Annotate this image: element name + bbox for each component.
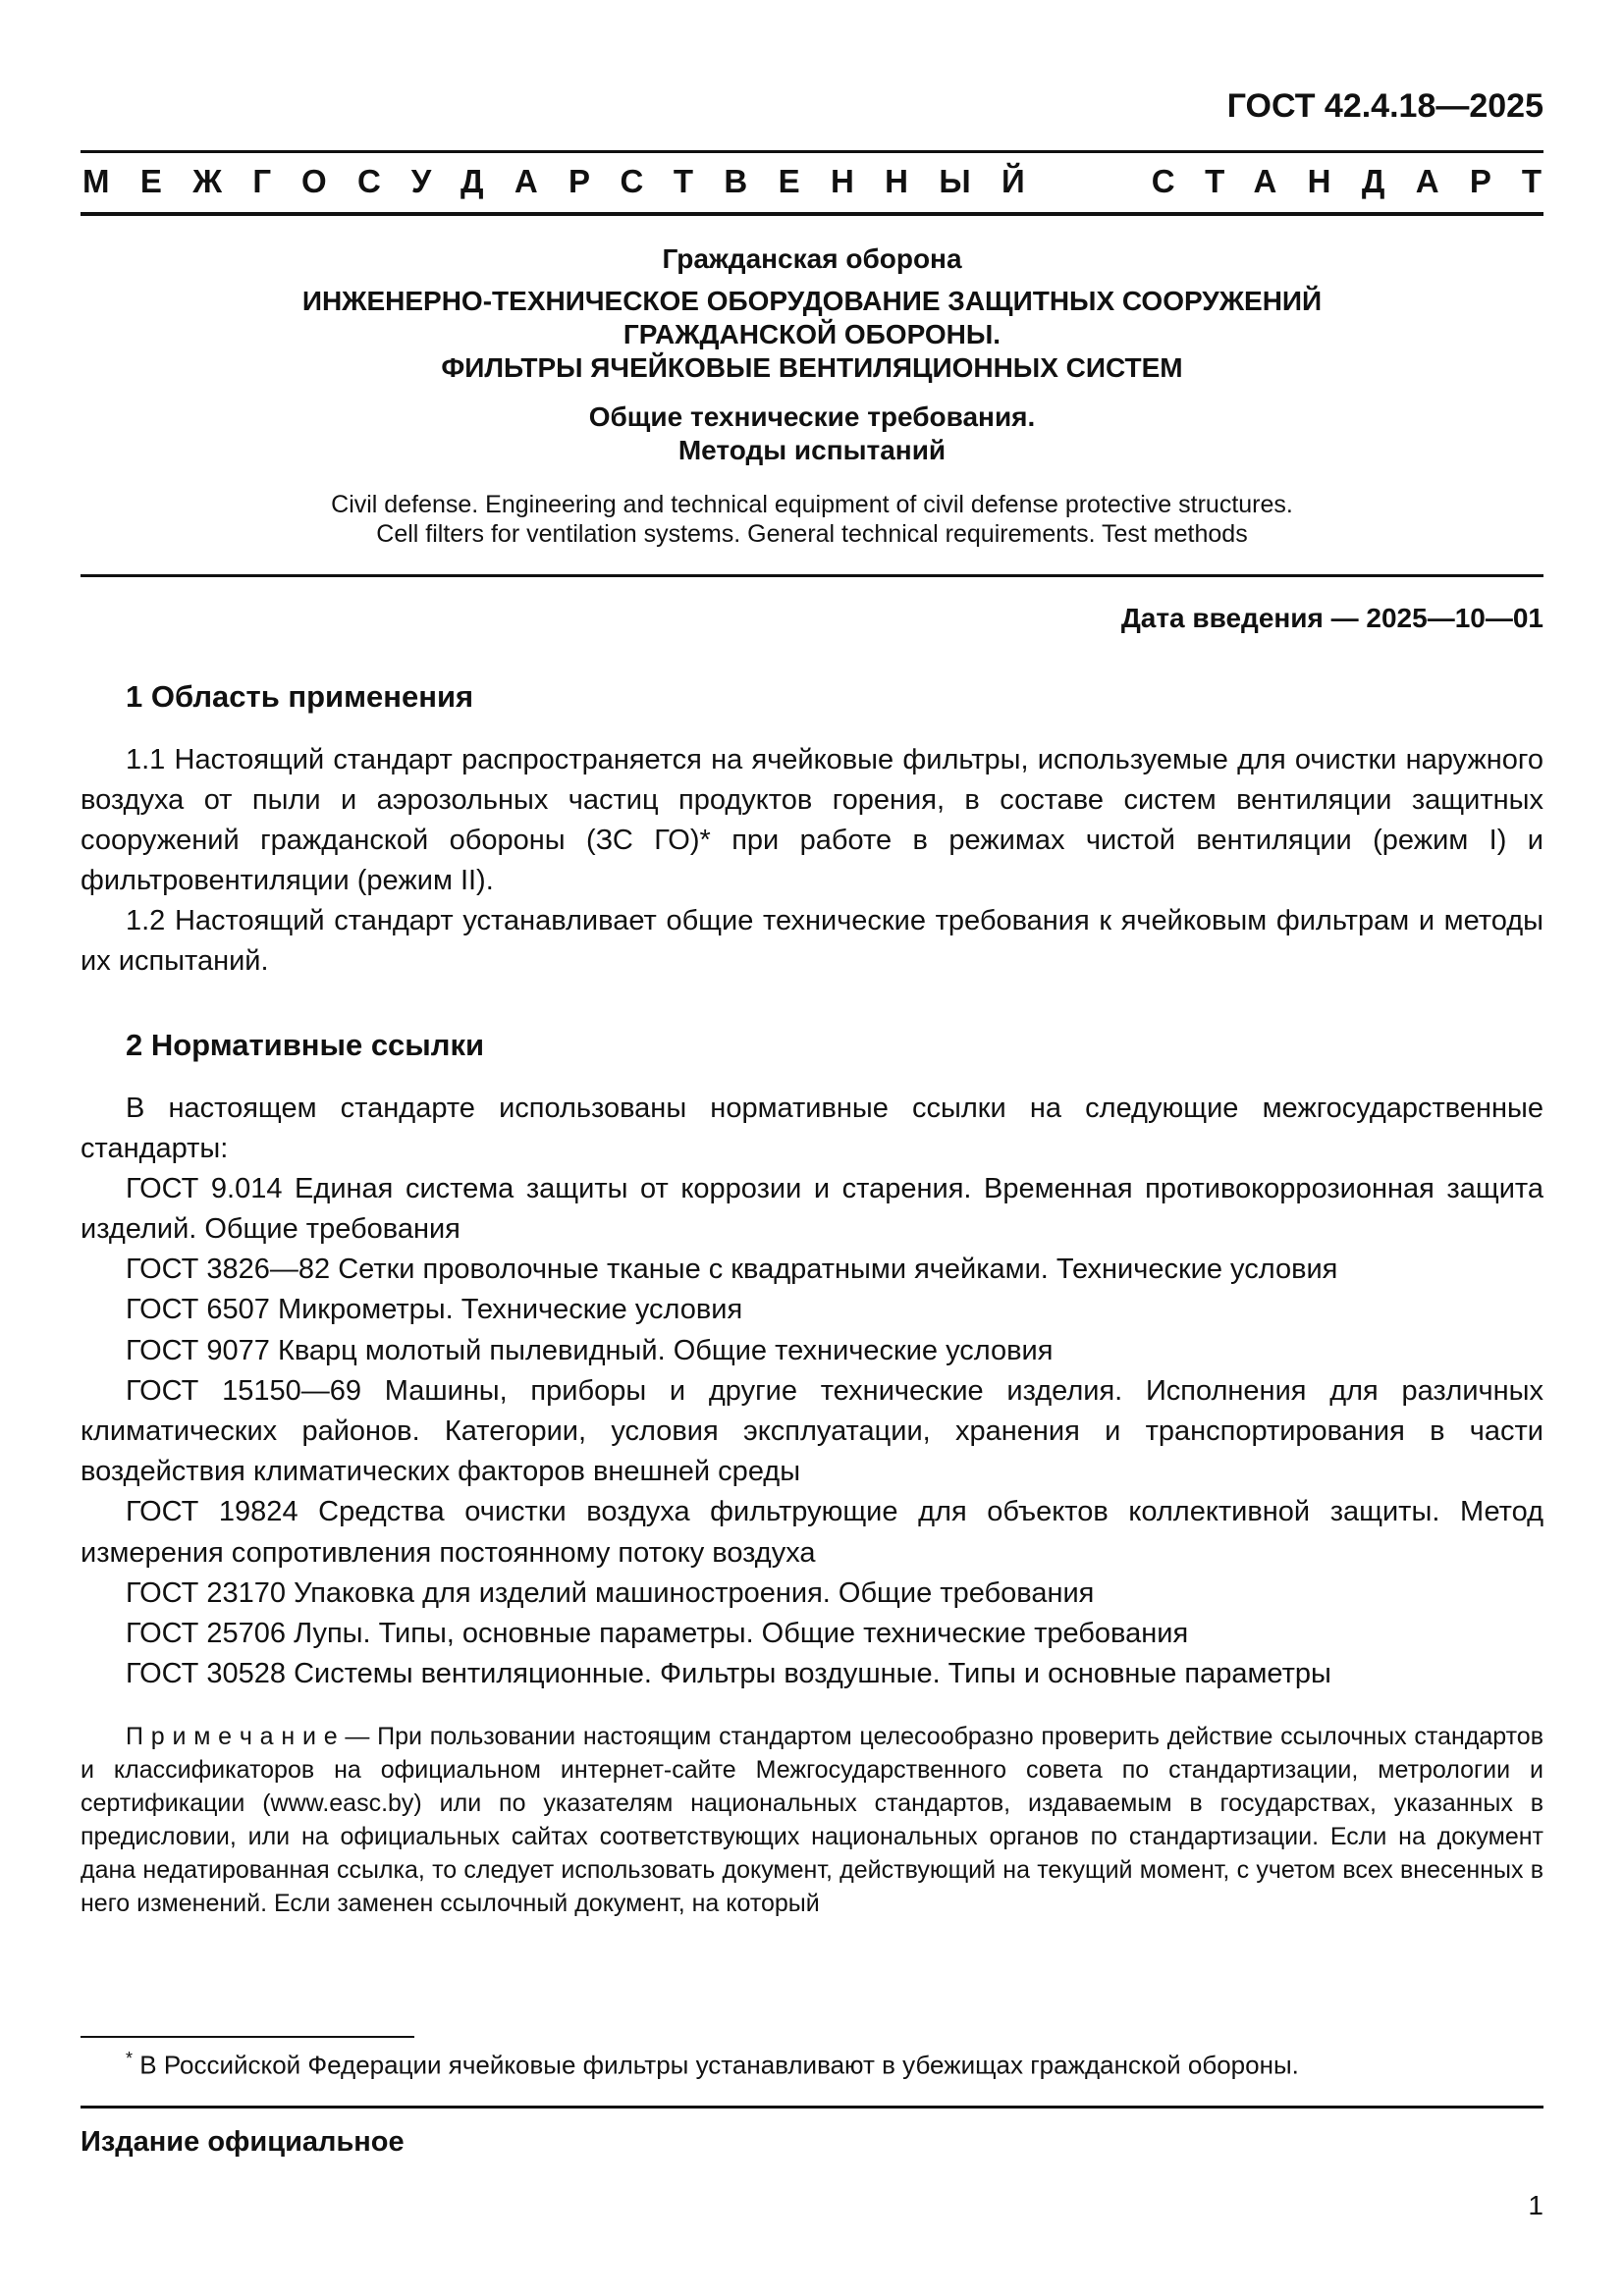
standard-title-ru: [81, 285, 1543, 385]
section-2-heading: 2 Нормативные ссылки: [126, 1027, 485, 1062]
standard-type-banner: [81, 150, 1573, 216]
standard-number: ГОСТ 42.4.18—2025: [1226, 87, 1543, 125]
section-2-note: П р и м е ч а н и е — При пользовании настоящим стандартом целесообразно проверить действие ссылочных стандартов и классификаторов на официальном интернет-сайте Межгосударственного совета по стандартизации, метрологии и сертификации (www.easc.by) или по указателям национальных стандартов, издаваемым в государствах, указанных в предисловии, или на официальных сайтах соответствующих национальных органов по стандартизации. Если на документ дана недатированная ссылка, то следует использовать документ, действующий на текущий момент, с учетом всех внесенных в него изменений. Если заменен ссылочный документ, на который: [81, 1723, 1543, 1918]
title-ru-line-3: ФИЛЬТРЫ ЯЧЕЙКОВЫЕ ВЕНТИЛЯЦИОННЫХ СИСТЕМ: [441, 352, 1183, 384]
title-ru-line-1: ИНЖЕНЕРНО-ТЕХНИЧЕСКОЕ ОБОРУДОВАНИЕ ЗАЩИТНЫХ СООРУЖЕНИЙ: [301, 285, 1323, 316]
footnote-marker: *: [126, 2048, 134, 2068]
effective-date: Дата введения — 2025—10—01: [1120, 602, 1543, 633]
normative-reference: ГОСТ 9077 Кварц молотый пылевидный. Общие технические условия: [126, 1334, 1054, 1366]
edition-label: Издание официальное: [81, 2126, 405, 2158]
section-1-paragraph-1: 1.1 Настоящий стандарт распространяется на ячейковые фильтры, используемые для очистки наружного воздуха от пыли и аэрозольных частиц продуктов горения, в составе систем вентиляции защитных сооружений гражданской обороны (ЗС ГО)* при работе в режимах чистой вентиляции (режим I) и фильтровентиляции (режим II).: [81, 743, 1543, 897]
normative-reference: ГОСТ 25706 Лупы. Типы, основные параметры. Общие технические требования: [126, 1617, 1189, 1649]
normative-reference: ГОСТ 30528 Системы вентиляционные. Фильтры воздушные. Типы и основные параметры: [126, 1658, 1331, 1690]
normative-reference: ГОСТ 3826—82 Сетки проволочные тканые с квадратными ячейками. Технические условия: [126, 1254, 1338, 1286]
standard-subject: Гражданская оборона: [662, 242, 962, 274]
normative-reference: ГОСТ 15150—69 Машины, приборы и другие технические изделия. Исполнения для различных климатических районов. Категории, условия эксплуатации, хранения и транспортирования в части воздействия климатических факторов внешней среды: [81, 1374, 1543, 1488]
page-footer-block: [81, 2036, 1543, 2221]
subtitle-ru-line-1: Общие технические требования.: [588, 401, 1036, 433]
document-body: [81, 679, 1543, 1921]
banner-word-2: СТАНДАРТ: [1151, 162, 1573, 199]
banner-word-1: МЕЖГОСУДАРСТВЕННЫЙ: [82, 162, 1056, 199]
footnote-text: В Российской Федерации ячейковые фильтры устанавливают в убежищах гражданской обороны.: [139, 2050, 1299, 2080]
title-en-line-1: Civil defense. Engineering and technical equipment of civil defense protective structures.: [331, 490, 1293, 518]
normative-reference: ГОСТ 19824 Средства очистки воздуха фильтрующие для объектов коллективной защиты. Метод измерения сопротивления постоянному потоку воздуха: [81, 1496, 1543, 1569]
footnote-separator-rule: [81, 2036, 414, 2038]
section-2-intro: В настоящем стандарте использованы нормативные ссылки на следующие межгосударственные стандарты:: [81, 1092, 1543, 1164]
subtitle-ru-line-2: Методы испытаний: [677, 435, 947, 466]
page-number: 1: [1528, 2190, 1543, 2220]
footer-rule: [81, 2106, 1543, 2109]
section-1-heading: 1 Область применения: [126, 678, 474, 714]
horizontal-rule-title-bottom: [81, 574, 1543, 577]
normative-reference: ГОСТ 6507 Микрометры. Технические условия: [126, 1294, 743, 1326]
title-ru-line-2: ГРАЖДАНСКОЙ ОБОРОНЫ.: [623, 318, 1001, 349]
normative-reference: ГОСТ 9.014 Единая система защиты от коррозии и старения. Временная противокоррозионная защита изделий. Общие требования: [81, 1172, 1543, 1246]
footnote: [81, 2048, 1543, 2082]
title-en-line-2: Cell filters for ventilation systems. General technical requirements. Test methods: [376, 519, 1248, 548]
standard-title-en: [81, 490, 1543, 549]
standard-subtitle-ru: [81, 400, 1543, 467]
section-1-paragraph-2: 1.2 Настоящий стандарт устанавливает общие технические требования к ячейковым фильтрам и методы их испытаний.: [81, 905, 1543, 978]
normative-reference: ГОСТ 23170 Упаковка для изделий машиностроения. Общие требования: [126, 1576, 1095, 1609]
